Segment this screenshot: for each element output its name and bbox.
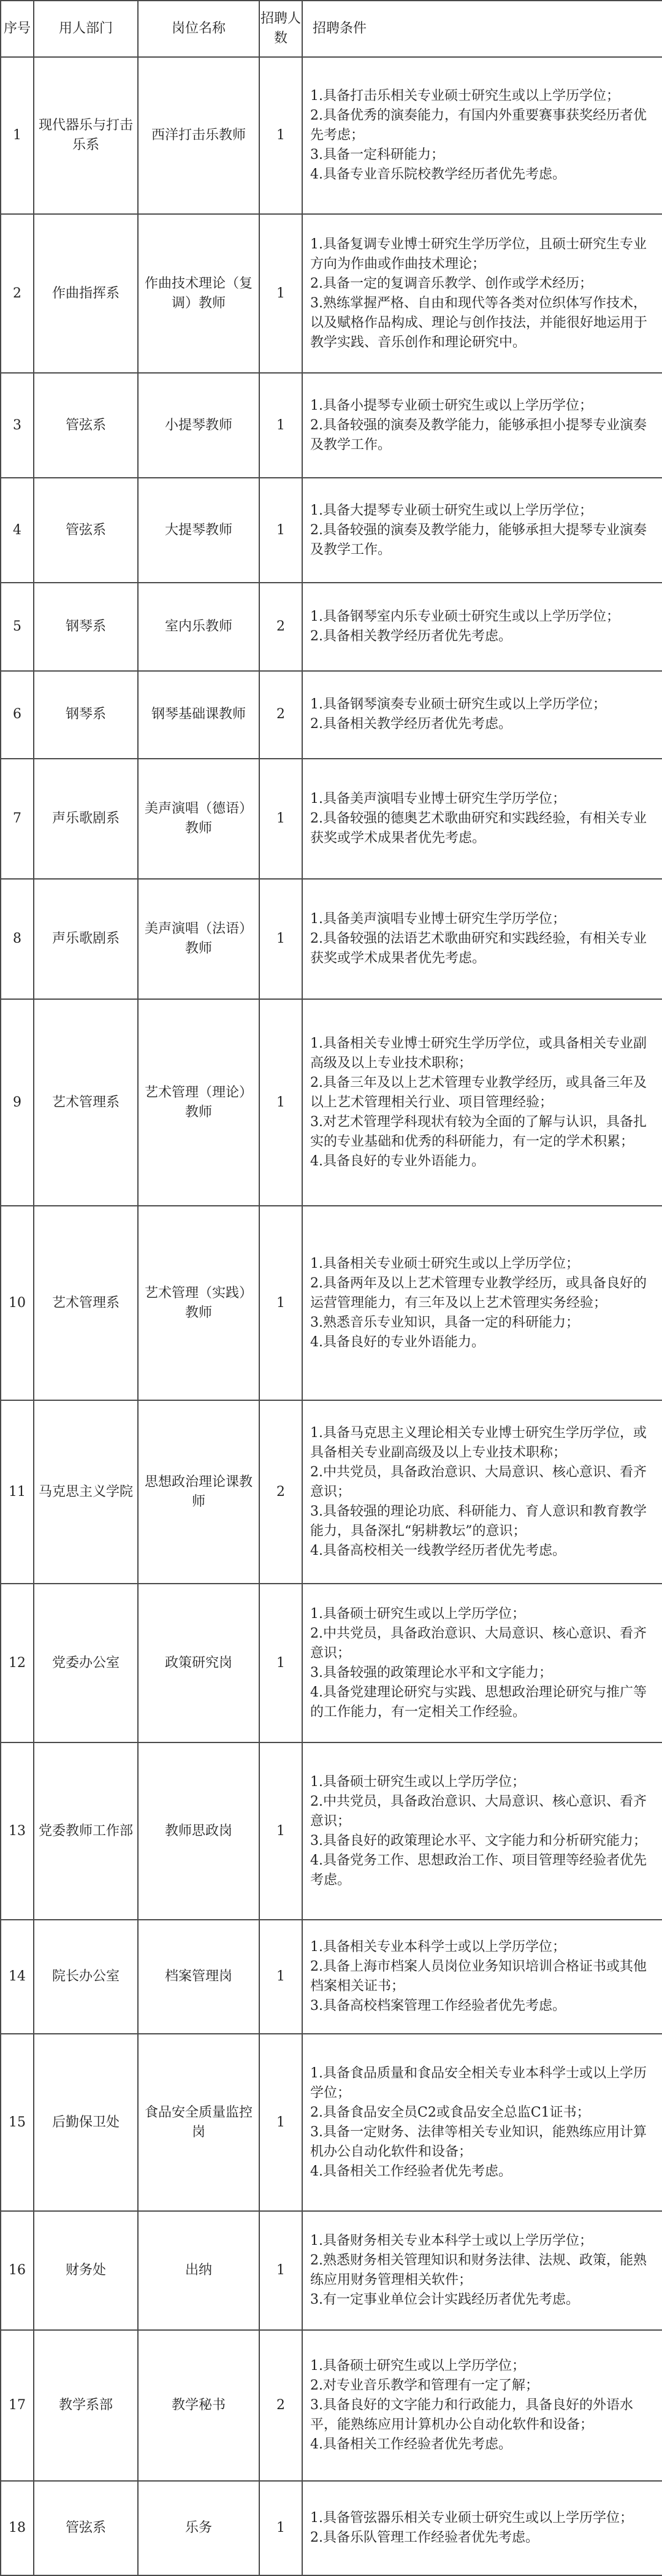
table-row: [1, 2481, 662, 2575]
department-cell: 后勤保卫处: [34, 2034, 138, 2211]
requirement-item: 3.具备一定财务、法律等相关专业知识，能熟练应用计算机办公自动化软件和设备；: [310, 2124, 647, 2160]
requirement-item: 1.具备打击乐相关专业硕士研究生或以上学历学位；: [310, 88, 620, 104]
row-number: 18: [1, 2481, 34, 2575]
department-cell: 钢琴系: [34, 583, 138, 670]
requirement-item: 2.具备两年及以上艺术管理专业教学经历，或具备良好的运营管理能力，有三年及以上艺术管理实务经验；: [310, 1275, 647, 1311]
requirement-item: 2.具备较强的法语艺术歌曲研究和实践经验，有相关专业获奖或学术成果者优先考虑。: [310, 931, 647, 967]
requirement-item: 1.具备食品质量和食品安全相关专业本科学士或以上学历学位；: [310, 2065, 647, 2101]
table-body: [1, 57, 662, 2575]
table-row: [1, 2330, 662, 2481]
requirement-item: 2.中共党员，具备政治意识、大局意识、核心意识、看齐意识；: [310, 1625, 647, 1661]
requirement-item: 1.具备美声演唱专业博士研究生学历学位；: [310, 911, 566, 927]
position-cell: 大提琴教师: [138, 478, 259, 583]
position-cell: 西洋打击乐教师: [138, 57, 259, 214]
position-cell: 艺术管理（实践）教师: [138, 1206, 259, 1400]
department-cell: 党委教师工作部: [34, 1742, 138, 1920]
requirements-cell: [302, 2330, 662, 2481]
requirement-item: 3.熟悉音乐专业知识，具备一定的科研能力；: [310, 1314, 579, 1330]
headcount-cell: 1: [259, 478, 302, 583]
position-cell: 教学秘书: [138, 2330, 259, 2481]
requirement-item: 2.具备较强的德奥艺术歌曲研究和实践经验，有相关专业获奖或学术成果者优先考虑。: [310, 811, 647, 846]
department-cell: 钢琴系: [34, 671, 138, 759]
requirement-item: 3.具备较强的理论功底、科研能力、育人意识和教育教学能力，具备深扎“躬耕教坛”的意识；: [310, 1503, 647, 1539]
header-row: [1, 1, 662, 57]
row-number: 9: [1, 999, 34, 1206]
requirement-item: 2.具备食品安全员C2或食品安全总监C1证书；: [310, 2104, 590, 2120]
header-requirements: 招聘条件: [302, 1, 662, 57]
requirement-item: 1.具备财务相关专业本科学士或以上学历学位；: [310, 2233, 593, 2249]
requirements-cell: [302, 1742, 662, 1920]
row-number: 12: [1, 1584, 34, 1742]
headcount-cell: 1: [259, 57, 302, 214]
requirement-item: 3.具备高校档案管理工作经验者优先考虑。: [310, 1998, 566, 2014]
requirement-item: 1.具备大提琴专业硕士研究生或以上学历学位；: [310, 502, 593, 518]
requirement-item: 1.具备复调专业博士研究生学历学位，且硕士研究生专业方向为作曲或作曲技术理论；: [310, 236, 647, 272]
requirement-item: 1.具备相关专业博士研究生学历学位，或具备相关专业副高级及以上专业技术职称；: [310, 1035, 647, 1071]
requirement-item: 1.具备钢琴室内乐专业硕士研究生或以上学历学位；: [310, 609, 620, 625]
headcount-cell: 1: [259, 2481, 302, 2575]
requirements-cell: [302, 671, 662, 759]
position-cell: 政策研究岗: [138, 1584, 259, 1742]
position-cell: 食品安全质量监控岗: [138, 2034, 259, 2211]
requirement-item: 2.中共党员，具备政治意识、大局意识、核心意识、看齐意识；: [310, 1464, 647, 1500]
requirement-item: 1.具备钢琴演奏专业硕士研究生或以上学历学位；: [310, 697, 606, 713]
requirement-item: 2.熟悉财务相关管理知识和财务法律、法规、政策，能熟练应用财务管理相关软件；: [310, 2253, 647, 2288]
headcount-cell: 1: [259, 2034, 302, 2211]
department-cell: 声乐歌剧系: [34, 759, 138, 879]
headcount-cell: 1: [259, 879, 302, 999]
table-row: [1, 671, 662, 759]
requirement-item: 4.具备良好的专业外语能力。: [310, 1334, 485, 1350]
requirements-cell: [302, 583, 662, 670]
requirement-item: 1.具备硕士研究生或以上学历学位；: [310, 1606, 525, 1622]
department-cell: 艺术管理系: [34, 1206, 138, 1400]
table-row: [1, 214, 662, 373]
headcount-cell: 1: [259, 214, 302, 373]
requirement-item: 3.具备良好的政策理论水平、文字能力和分析研究能力；: [310, 1833, 647, 1849]
header-count: 招聘人数: [259, 1, 302, 57]
table-row: [1, 1400, 662, 1584]
requirement-item: 2.具备相关教学经历者优先考虑。: [310, 716, 512, 732]
requirements-cell: [302, 214, 662, 373]
row-number: 3: [1, 373, 34, 478]
table-row: [1, 1920, 662, 2034]
requirement-item: 4.具备党建理论研究与实践、思想政治理论研究与推广等的工作能力，有一定相关工作经验。: [310, 1684, 647, 1720]
requirement-item: 2.具备上海市档案人员岗位业务知识培训合格证书或其他档案相关证书；: [310, 1959, 647, 1995]
table-row: [1, 478, 662, 583]
row-number: 5: [1, 583, 34, 670]
header-no: 序号: [1, 1, 34, 57]
row-number: 1: [1, 57, 34, 214]
table-header: [1, 1, 662, 57]
headcount-cell: 1: [259, 1742, 302, 1920]
headcount-cell: 1: [259, 1206, 302, 1400]
requirement-item: 1.具备美声演唱专业博士研究生学历学位；: [310, 791, 566, 807]
row-number: 11: [1, 1400, 34, 1584]
requirement-item: 1.具备管弦器乐相关专业硕士研究生或以上学历学位；: [310, 2510, 633, 2526]
headcount-cell: 2: [259, 2330, 302, 2481]
requirements-cell: [302, 373, 662, 478]
table-row: [1, 2034, 662, 2211]
requirement-item: 3.具备较强的政策理论水平和文字能力；: [310, 1665, 552, 1681]
row-number: 4: [1, 478, 34, 583]
department-cell: 马克思主义学院: [34, 1400, 138, 1584]
requirements-cell: [302, 759, 662, 879]
row-number: 16: [1, 2211, 34, 2330]
position-cell: 乐务: [138, 2481, 259, 2575]
department-cell: 声乐歌剧系: [34, 879, 138, 999]
table-row: [1, 57, 662, 214]
requirements-cell: [302, 999, 662, 1206]
department-cell: 管弦系: [34, 373, 138, 478]
requirements-cell: [302, 478, 662, 583]
position-cell: 教师思政岗: [138, 1742, 259, 1920]
requirements-cell: [302, 1400, 662, 1584]
requirement-item: 3.具备一定科研能力；: [310, 147, 444, 163]
requirement-item: 2.具备较强的演奏及教学能力，能够承担小提琴专业演奏及教学工作。: [310, 417, 647, 453]
requirement-item: 4.具备专业音乐院校教学经历者优先考虑。: [310, 167, 566, 183]
department-cell: 现代器乐与打击乐系: [34, 57, 138, 214]
position-cell: 美声演唱（德语）教师: [138, 759, 259, 879]
headcount-cell: 1: [259, 1584, 302, 1742]
position-cell: 作曲技术理论（复调）教师: [138, 214, 259, 373]
table-row: [1, 1742, 662, 1920]
requirements-cell: [302, 2211, 662, 2330]
requirement-item: 2.具备优秀的演奏能力，有国内外重要赛事获奖经历者优先考虑；: [310, 108, 647, 144]
row-number: 15: [1, 2034, 34, 2211]
row-number: 10: [1, 1206, 34, 1400]
table-row: [1, 759, 662, 879]
table-row: [1, 373, 662, 478]
requirement-item: 2.具备乐队管理工作经验者优先考虑。: [310, 2530, 539, 2546]
requirement-item: 4.具备相关工作经验者优先考虑。: [310, 2437, 512, 2453]
requirement-item: 3.熟练掌握严格、自由和现代等各类对位织体写作技术，以及赋格作品构成、理论与创作技法，并能很好地运用于教学实践、音乐创作和理论研究中。: [310, 295, 648, 350]
requirements-cell: [302, 879, 662, 999]
position-cell: 档案管理岗: [138, 1920, 259, 2034]
department-cell: 教学系部: [34, 2330, 138, 2481]
requirement-item: 1.具备相关专业硕士研究生或以上学历学位；: [310, 1255, 579, 1271]
headcount-cell: 1: [259, 999, 302, 1206]
requirements-cell: [302, 1584, 662, 1742]
requirement-item: 2.具备相关教学经历者优先考虑。: [310, 629, 512, 645]
requirement-item: 1.具备小提琴专业硕士研究生或以上学历学位；: [310, 397, 593, 413]
requirements-cell: [302, 1920, 662, 2034]
requirement-item: 1.具备硕士研究生或以上学历学位；: [310, 1774, 525, 1790]
row-number: 8: [1, 879, 34, 999]
table-row: [1, 999, 662, 1206]
department-cell: 党委办公室: [34, 1584, 138, 1742]
requirement-item: 4.具备相关工作经验者优先考虑。: [310, 2163, 512, 2179]
table-row: [1, 583, 662, 670]
department-cell: 财务处: [34, 2211, 138, 2330]
table-row: [1, 2211, 662, 2330]
position-cell: 钢琴基础课教师: [138, 671, 259, 759]
position-cell: 出纳: [138, 2211, 259, 2330]
row-number: 17: [1, 2330, 34, 2481]
position-cell: 小提琴教师: [138, 373, 259, 478]
requirement-item: 1.具备马克思主义理论相关专业博士研究生学历学位，或具备相关专业副高级及以上专业技术职称；: [310, 1425, 647, 1460]
requirement-item: 2.对专业音乐教学和管理有一定了解；: [310, 2378, 539, 2394]
requirement-item: 2.具备一定的复调音乐教学、创作或学术经历；: [310, 275, 593, 291]
department-cell: 院长办公室: [34, 1920, 138, 2034]
department-cell: 管弦系: [34, 478, 138, 583]
headcount-cell: 2: [259, 583, 302, 670]
department-cell: 作曲指挥系: [34, 214, 138, 373]
department-cell: 管弦系: [34, 2481, 138, 2575]
requirement-item: 2.中共党员，具备政治意识、大局意识、核心意识、看齐意识；: [310, 1793, 647, 1829]
position-cell: 思想政治理论课教师: [138, 1400, 259, 1584]
table-row: [1, 1206, 662, 1400]
requirement-item: 1.具备硕士研究生或以上学历学位；: [310, 2358, 525, 2374]
position-cell: 室内乐教师: [138, 583, 259, 670]
header-position: 岗位名称: [138, 1, 259, 57]
row-number: 14: [1, 1920, 34, 2034]
position-cell: 美声演唱（法语）教师: [138, 879, 259, 999]
requirements-cell: [302, 2481, 662, 2575]
row-number: 6: [1, 671, 34, 759]
headcount-cell: 2: [259, 1400, 302, 1584]
requirement-item: 2.具备较强的演奏及教学能力，能够承担大提琴专业演奏及教学工作。: [310, 522, 647, 558]
requirement-item: 4.具备高校相关一线教学经历者优先考虑。: [310, 1543, 566, 1558]
table-row: [1, 1584, 662, 1742]
requirement-item: 2.具备三年及以上艺术管理专业教学经历，或具备三年及以上艺术管理相关行业、项目管理经验；: [310, 1075, 647, 1110]
headcount-cell: 1: [259, 759, 302, 879]
requirement-item: 3.对艺术管理学科现状有较为全面的了解与认识，具备扎实的专业基础和优秀的科研能力，有一定的学术积累；: [310, 1114, 647, 1149]
headcount-cell: 1: [259, 1920, 302, 2034]
requirement-item: 1.具备相关专业本科学士或以上学历学位；: [310, 1939, 566, 1955]
department-cell: 艺术管理系: [34, 999, 138, 1206]
header-dept: 用人部门: [34, 1, 138, 57]
requirements-cell: [302, 1206, 662, 1400]
row-number: 2: [1, 214, 34, 373]
headcount-cell: 2: [259, 671, 302, 759]
row-number: 7: [1, 759, 34, 879]
requirement-item: 3.具备良好的文字能力和行政能力，具备良好的外语水平，能熟练应用计算机办公自动化软件和设备；: [310, 2398, 633, 2433]
headcount-cell: 1: [259, 2211, 302, 2330]
headcount-cell: 1: [259, 373, 302, 478]
requirements-cell: [302, 2034, 662, 2211]
row-number: 13: [1, 1742, 34, 1920]
position-cell: 艺术管理（理论）教师: [138, 999, 259, 1206]
requirement-item: 4.具备党务工作、思想政治工作、项目管理等经验者优先考虑。: [310, 1852, 647, 1888]
requirement-item: 3.有一定事业单位会计实践经历者优先考虑。: [310, 2292, 579, 2308]
requirement-item: 4.具备良好的专业外语能力。: [310, 1153, 485, 1169]
requirements-cell: [302, 57, 662, 214]
table-row: [1, 879, 662, 999]
